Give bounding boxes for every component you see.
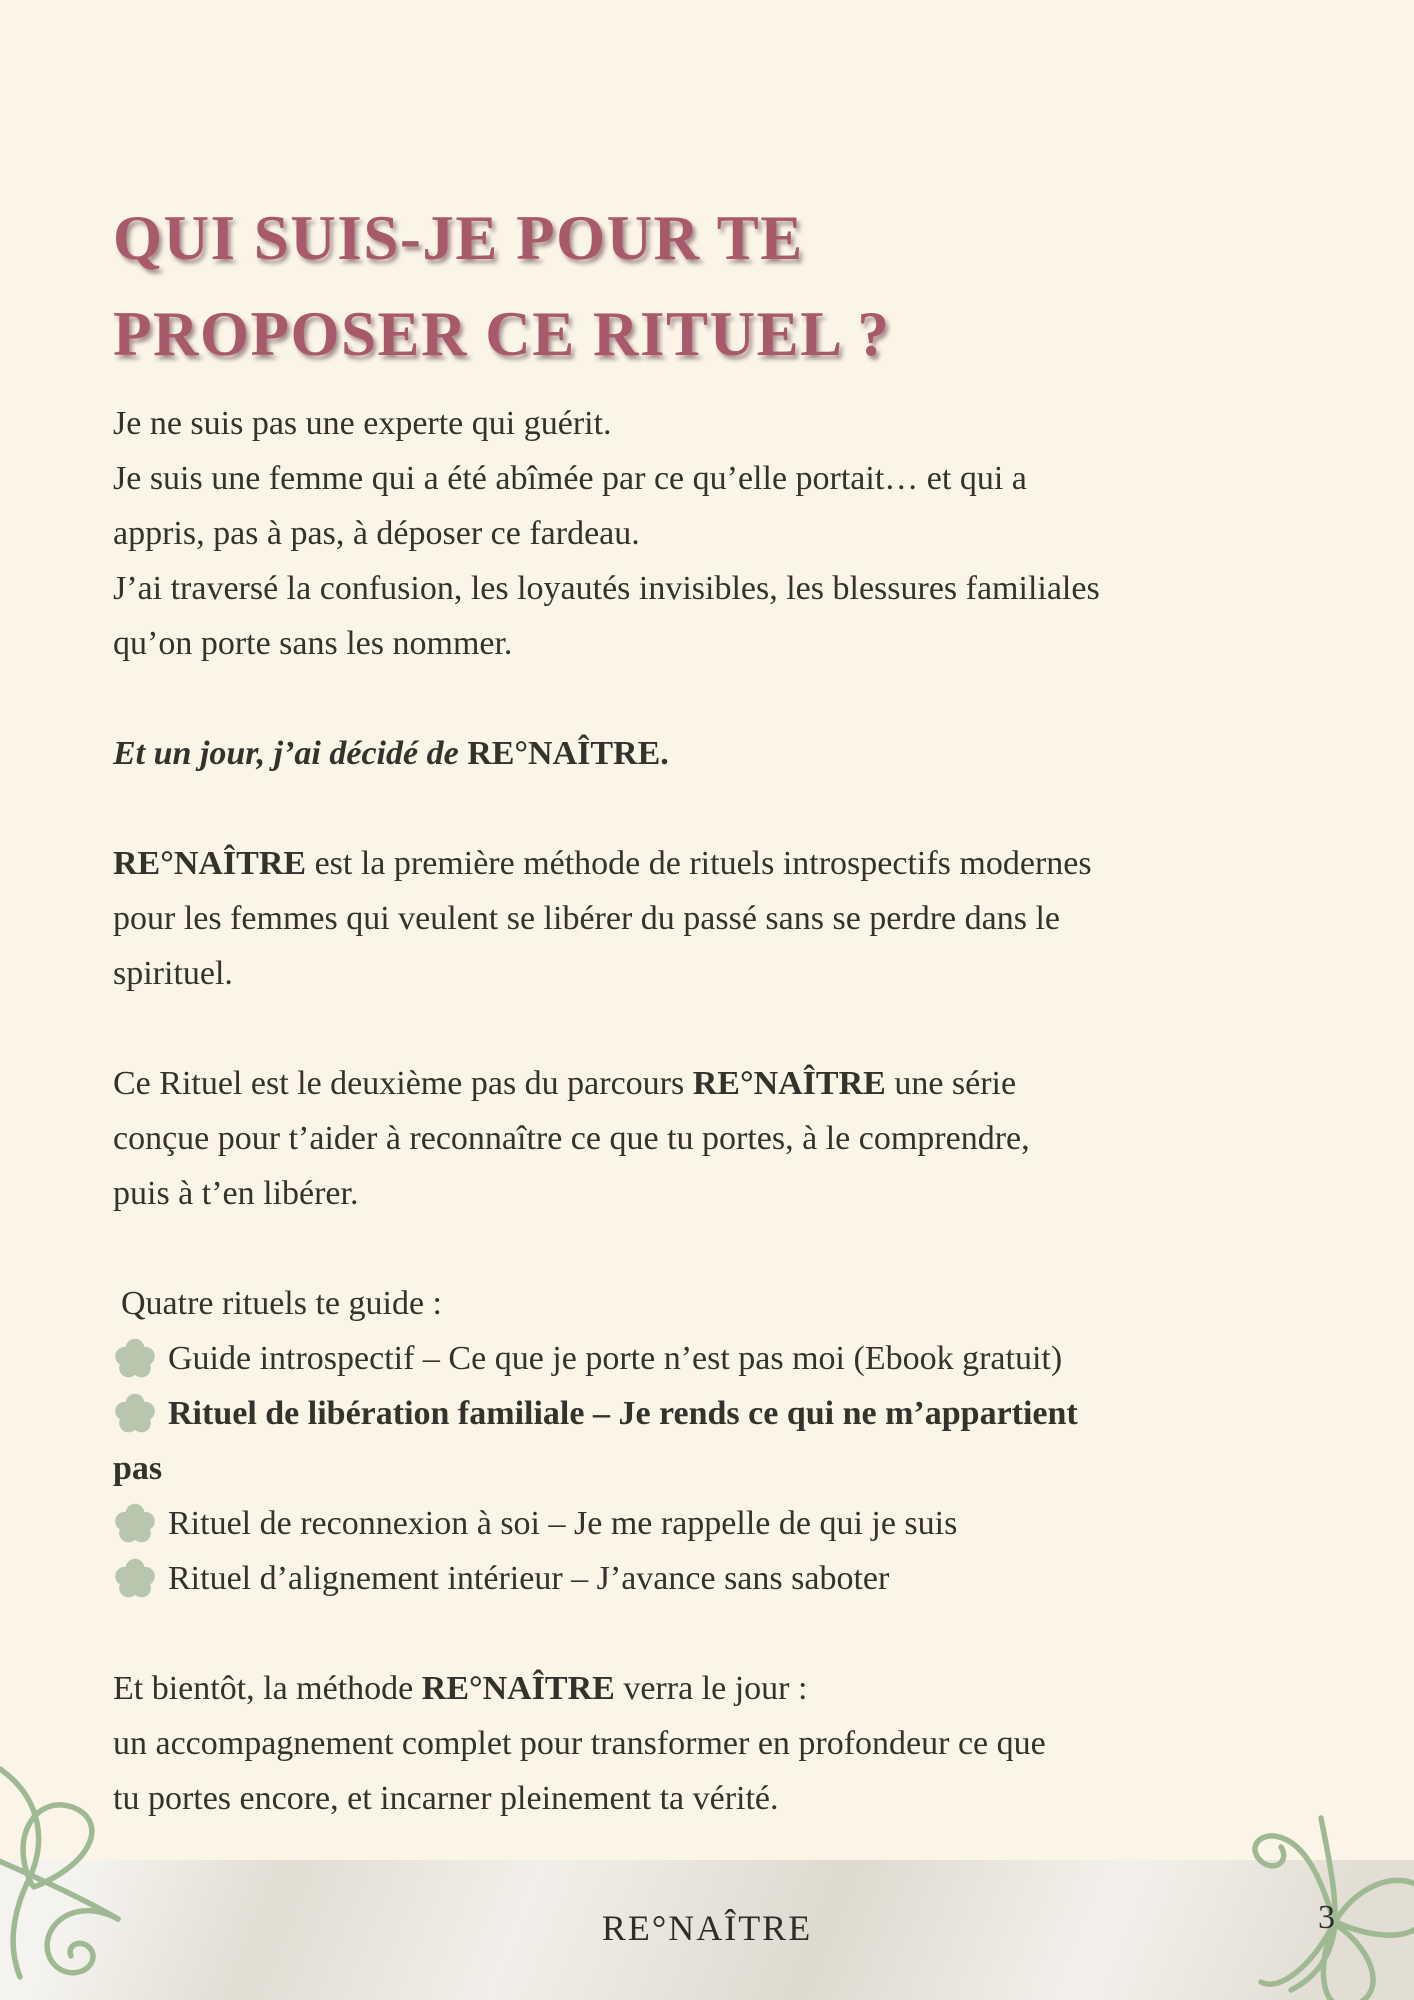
brand-name: RE°NAÎTRE [692,1065,886,1102]
soon-after: verra le jour : [614,1670,808,1707]
brand-name: RE°NAÎTRE [113,845,307,882]
list-item-text: Rituel de libération familiale – Je rends ce qui ne m’appartient pas [113,1395,1078,1487]
list-item-text: Rituel de reconnexion à soi – Je me rappelle de qui je suis [168,1505,958,1542]
flower-bullet-icon [113,1336,157,1380]
list-intro: Quatre rituels te guide : [121,1285,443,1322]
flower-bullet-icon [113,1501,157,1545]
list-item [113,1551,1323,1606]
soon-rest: un accompagnement complet pour transformer en profondeur ce que tu portes encore, et incarner pleinement ta vérité. [113,1725,1046,1817]
ritual-step-after: une série [885,1065,1017,1102]
brand-name: RE°NAÎTRE. [467,735,669,772]
decision-text: Et un jour, j’ai décidé de [113,735,468,772]
swirl-flourish-left-icon [0,1765,148,2000]
soon-before: Et bientôt, la méthode [113,1670,422,1707]
flower-bullet-icon [113,1556,157,1600]
paragraph-intro: Je ne suis pas une experte qui guérit. Je suis une femme qui a été abîmée par ce qu’elle portait… et qui a appris, pas à pas, à déposer ce fardeau. J’ai traversé la confusion, les loyautés invisibles, les blessures familiales qu’on porte sans les nommer. [113,405,1100,662]
page-number: 3 [1318,1899,1335,1936]
footer-brand: RE°NAÎTRE [601,1908,813,1948]
list-item [113,1496,1323,1551]
paragraph-soon [113,1661,1323,1826]
list-item [113,1386,1323,1496]
method-text-rest: pour les femmes qui veulent se libérer du passé sans se perdre dans le spirituel. [113,900,1060,992]
swirl-flourish-right-icon [1215,1790,1414,2000]
ritual-step-rest: conçue pour t’aider à reconnaître ce que tu portes, à le comprendre, puis à t’en libérer. [113,1120,1030,1212]
page-title: QUI SUIS-JE POUR TE PROPOSER CE RITUEL ? [113,203,891,369]
brand-name: RE°NAÎTRE [421,1670,615,1707]
list-item [113,1331,1323,1386]
list-item-text: Rituel d’alignement intérieur – J’avance sans saboter [168,1560,890,1597]
paragraph-ritual-step [113,1056,1323,1221]
flower-bullet-icon [113,1391,157,1435]
paragraph-decision [113,726,1323,781]
page-content [113,190,1323,1826]
ritual-step-before: Ce Rituel est le deuxième pas du parcours [113,1065,693,1102]
list-item-text: Guide introspectif – Ce que je porte n’est pas moi (Ebook gratuit) [168,1340,1063,1377]
paragraph-method [113,836,1323,1001]
method-text-line1: est la première méthode de rituels introspectifs modernes [306,845,1092,882]
rituals-list [113,1331,1323,1606]
